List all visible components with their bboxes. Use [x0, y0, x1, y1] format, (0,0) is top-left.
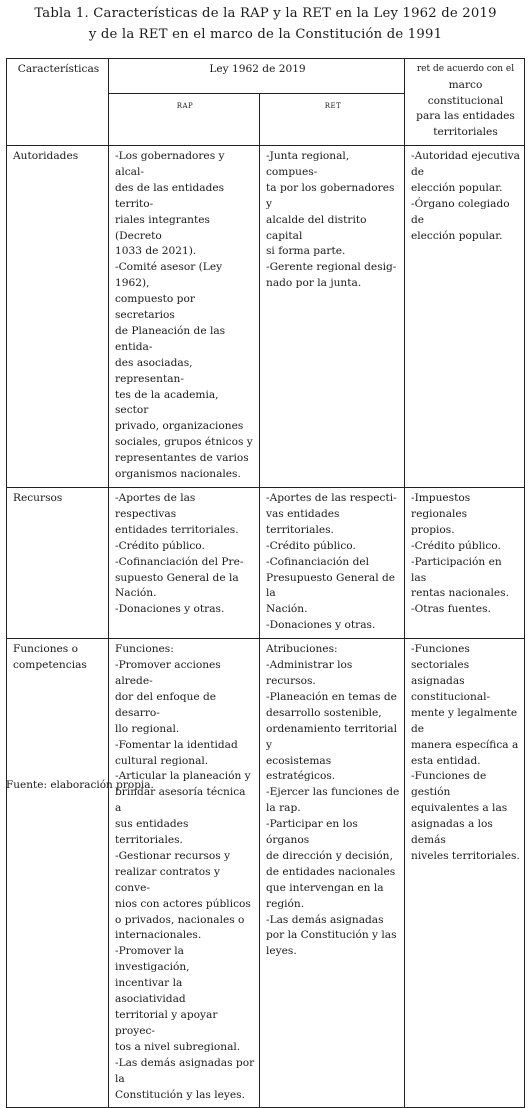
cell-text-line: equivalentes a las [411, 802, 508, 815]
cell-text-line: tos a nivel subregional. [115, 1040, 241, 1053]
cell-text-line: si forma parte. [266, 245, 346, 258]
cell-text-line: esta entidad. [411, 754, 481, 767]
cell-text-line: des de las entidades territo- [115, 181, 225, 210]
cell-text-line: representantes de varios [115, 452, 249, 465]
cell-text-line: 1033 de 2021). [115, 245, 197, 258]
cell-text-line: alcalde del distrito capital [266, 213, 367, 242]
caption-line-2: y de la RET en el marco de la Constitución de 1991 [88, 27, 443, 42]
header-ret: RET [260, 93, 405, 145]
cell-text-line: sus entidades territoriales. [115, 818, 189, 847]
row-label [7, 145, 109, 487]
cell-text-line: -Crédito público. [115, 539, 205, 552]
cell-text-line: ecosistemas estratégicos. [266, 754, 336, 783]
cell-text-line: ordenamiento territorial y [266, 722, 397, 751]
cell-text-line: -Participar en los órganos [266, 818, 358, 847]
table-row [7, 145, 525, 487]
cell-text-line: -Aportes de las respecti- [266, 492, 397, 505]
cell-text-line: ta por los gobernadores y [266, 181, 395, 210]
table-body [7, 145, 525, 1107]
rap-cell [109, 145, 260, 487]
header-constitutional-line: territoriales [433, 126, 498, 139]
comparison-table [6, 58, 525, 1108]
cell-text-line: -Promover acciones alrede- [115, 659, 221, 687]
cell-text-line: brindar asesoría técnica a [115, 786, 246, 815]
cell-text-line: des asociadas, representan- [115, 356, 193, 385]
header-constitutional [405, 59, 525, 146]
cell-text-line: -Crédito público. [266, 539, 356, 552]
cell-text-line: región. [266, 897, 305, 910]
cell-text-line: que intervengan en la [266, 881, 384, 894]
cell-text-line: de entidades nacionales [266, 865, 396, 878]
cell-text-line: llo regional. [115, 722, 180, 735]
footnote: Fuente: elaboración propia. [6, 779, 154, 791]
cell-text-line: Autoridades [13, 149, 79, 162]
cell-text-line: -Donaciones y otras. [266, 619, 376, 632]
cell-text-line: mente y legalmente de [411, 706, 518, 735]
cell-text-line: Nación. [115, 587, 157, 600]
ret-cell [260, 145, 405, 487]
cell-text-line: -Funciones sectoriales [411, 643, 470, 672]
cell-text-line: -Cofinanciación del [266, 555, 370, 568]
cell-text-line: -Cofinanciación del Pre- [115, 555, 244, 568]
cell-text-line: de Planeación de las entida- [115, 324, 226, 353]
cell-text-line: Nación. [266, 603, 308, 616]
rap-cell [109, 639, 260, 1108]
header-constitutional-line: marco constitucional [427, 78, 504, 107]
table-row [7, 639, 525, 1108]
cell-text-line: Constitución y las leyes. [115, 1088, 245, 1101]
cell-text-line: dor del enfoque de desarro- [115, 690, 217, 719]
cell-text-line: supuesto General de la [115, 571, 239, 584]
cell-text-line: -Gerente regional desig- [266, 261, 397, 274]
cell-text-line: -Impuestos regionales [411, 492, 471, 520]
cell-text-line: -Los gobernadores y alcal- [115, 149, 225, 178]
cell-text-line: -Autoridad ejecutiva de [411, 149, 520, 178]
cell-text-line: -Funciones de gestión [411, 770, 487, 799]
cell-text-line: riales integrantes (Decreto [115, 213, 210, 242]
row-label [7, 639, 109, 1108]
cell-text-line: por la Constitución y las [266, 929, 397, 942]
cell-text-line: entidades territoriales. [115, 523, 239, 536]
table-row [7, 488, 525, 639]
cell-text-line: propios. [411, 523, 455, 536]
cell-text-line: -Gestionar recursos y [115, 849, 231, 862]
cell-text-line: internacionales. [115, 929, 202, 942]
cell-text-line: -Administrar los recursos. [266, 659, 353, 687]
cell-text-line: manera específica a [411, 738, 519, 751]
cell-text-line: -Comité asesor (Ley 1962), [115, 261, 223, 290]
cell-text-line: leyes. [266, 945, 297, 958]
cell-text-line: nios con actores públicos [115, 897, 251, 910]
cell-text-line: tes de la academia, sector [115, 388, 219, 417]
cell-text-line: elección popular. [411, 229, 503, 242]
cell-text-line: -Crédito público. [411, 539, 501, 552]
cell-text-line: la rap. [266, 802, 301, 815]
cell-text-line: nado por la junta. [266, 277, 362, 290]
cell-text-line: -Las demás asignadas [266, 913, 384, 926]
cell-text-line: rentas nacionales. [411, 587, 509, 600]
header-characteristics: Características [7, 59, 109, 146]
cell-text-line: desarrollo sostenible, [266, 706, 382, 719]
cell-text-line: Atribuciones: [266, 643, 338, 656]
cell-text-line: cultural regional. [115, 754, 209, 767]
cell-text-line: Funciones: [115, 643, 174, 656]
header-rap: RAP [109, 93, 260, 145]
header-constitutional-line: ret de acuerdo con el [416, 64, 515, 74]
cell-text-line: -Las demás asignadas por la [115, 1056, 255, 1085]
cell-text-line: -Donaciones y otras. [115, 603, 225, 616]
ret-cell [260, 488, 405, 639]
rap-cell [109, 488, 260, 639]
cell-text-line: -Órgano colegiado de [411, 197, 510, 226]
cell-text-line: sociales, grupos étnicos y [115, 436, 253, 449]
cell-text-line: -Aportes de las respectivas [115, 492, 196, 520]
cell-text-line: territorial y apoyar proyec- [115, 1009, 218, 1037]
cell-text-line: -Articular la planeación y [115, 770, 251, 783]
cell-text-line: compuesto por secretarios [115, 293, 195, 322]
cell-text-line: -Promover la investigación, [115, 945, 190, 974]
cell-text-line: Funciones o [13, 643, 78, 656]
cell-text-line: vas entidades territoriales. [266, 507, 340, 536]
cell-text-line: -Otras fuentes. [411, 603, 491, 616]
cell-text-line: privado, organizaciones [115, 420, 244, 433]
cell-text-line: niveles territoriales. [411, 849, 520, 862]
cell-text-line: asignadas constitucional- [411, 674, 491, 703]
cell-text-line: Presupuesto General de la [266, 571, 396, 600]
ret-cell [260, 639, 405, 1108]
cell-text-line: realizar contratos y conve- [115, 865, 220, 894]
constitutional-cell [405, 488, 525, 639]
cell-text-line: asignadas a los demás [411, 818, 493, 847]
cell-text-line: organismos nacionales. [115, 468, 241, 481]
cell-text-line: incentivar la asociatividad [115, 977, 186, 1006]
cell-text-line: o privados, nacionales o [115, 913, 245, 926]
cell-text-line: elección popular. [411, 181, 503, 194]
cell-text-line: -Participación en las [411, 555, 502, 584]
header-law: Ley 1962 de 2019 [109, 59, 405, 94]
cell-text-line: competencias [13, 659, 87, 672]
table-caption [0, 3, 531, 45]
constitutional-cell [405, 639, 525, 1108]
cell-text-line: Recursos [13, 492, 63, 505]
cell-text-line: de dirección y decisión, [266, 849, 393, 862]
cell-text-line: -Junta regional, compues- [266, 149, 350, 178]
row-label [7, 488, 109, 639]
cell-text-line: -Ejercer las funciones de [266, 786, 400, 799]
cell-text-line: -Planeación en temas de [266, 690, 397, 703]
header-constitutional-line: para las entidades [416, 110, 515, 123]
constitutional-cell [405, 145, 525, 487]
cell-text-line: -Fomentar la identidad [115, 738, 238, 751]
caption-line-1: Tabla 1. Características de la RAP y la RET en la Ley 1962 de 2019 [34, 6, 497, 21]
